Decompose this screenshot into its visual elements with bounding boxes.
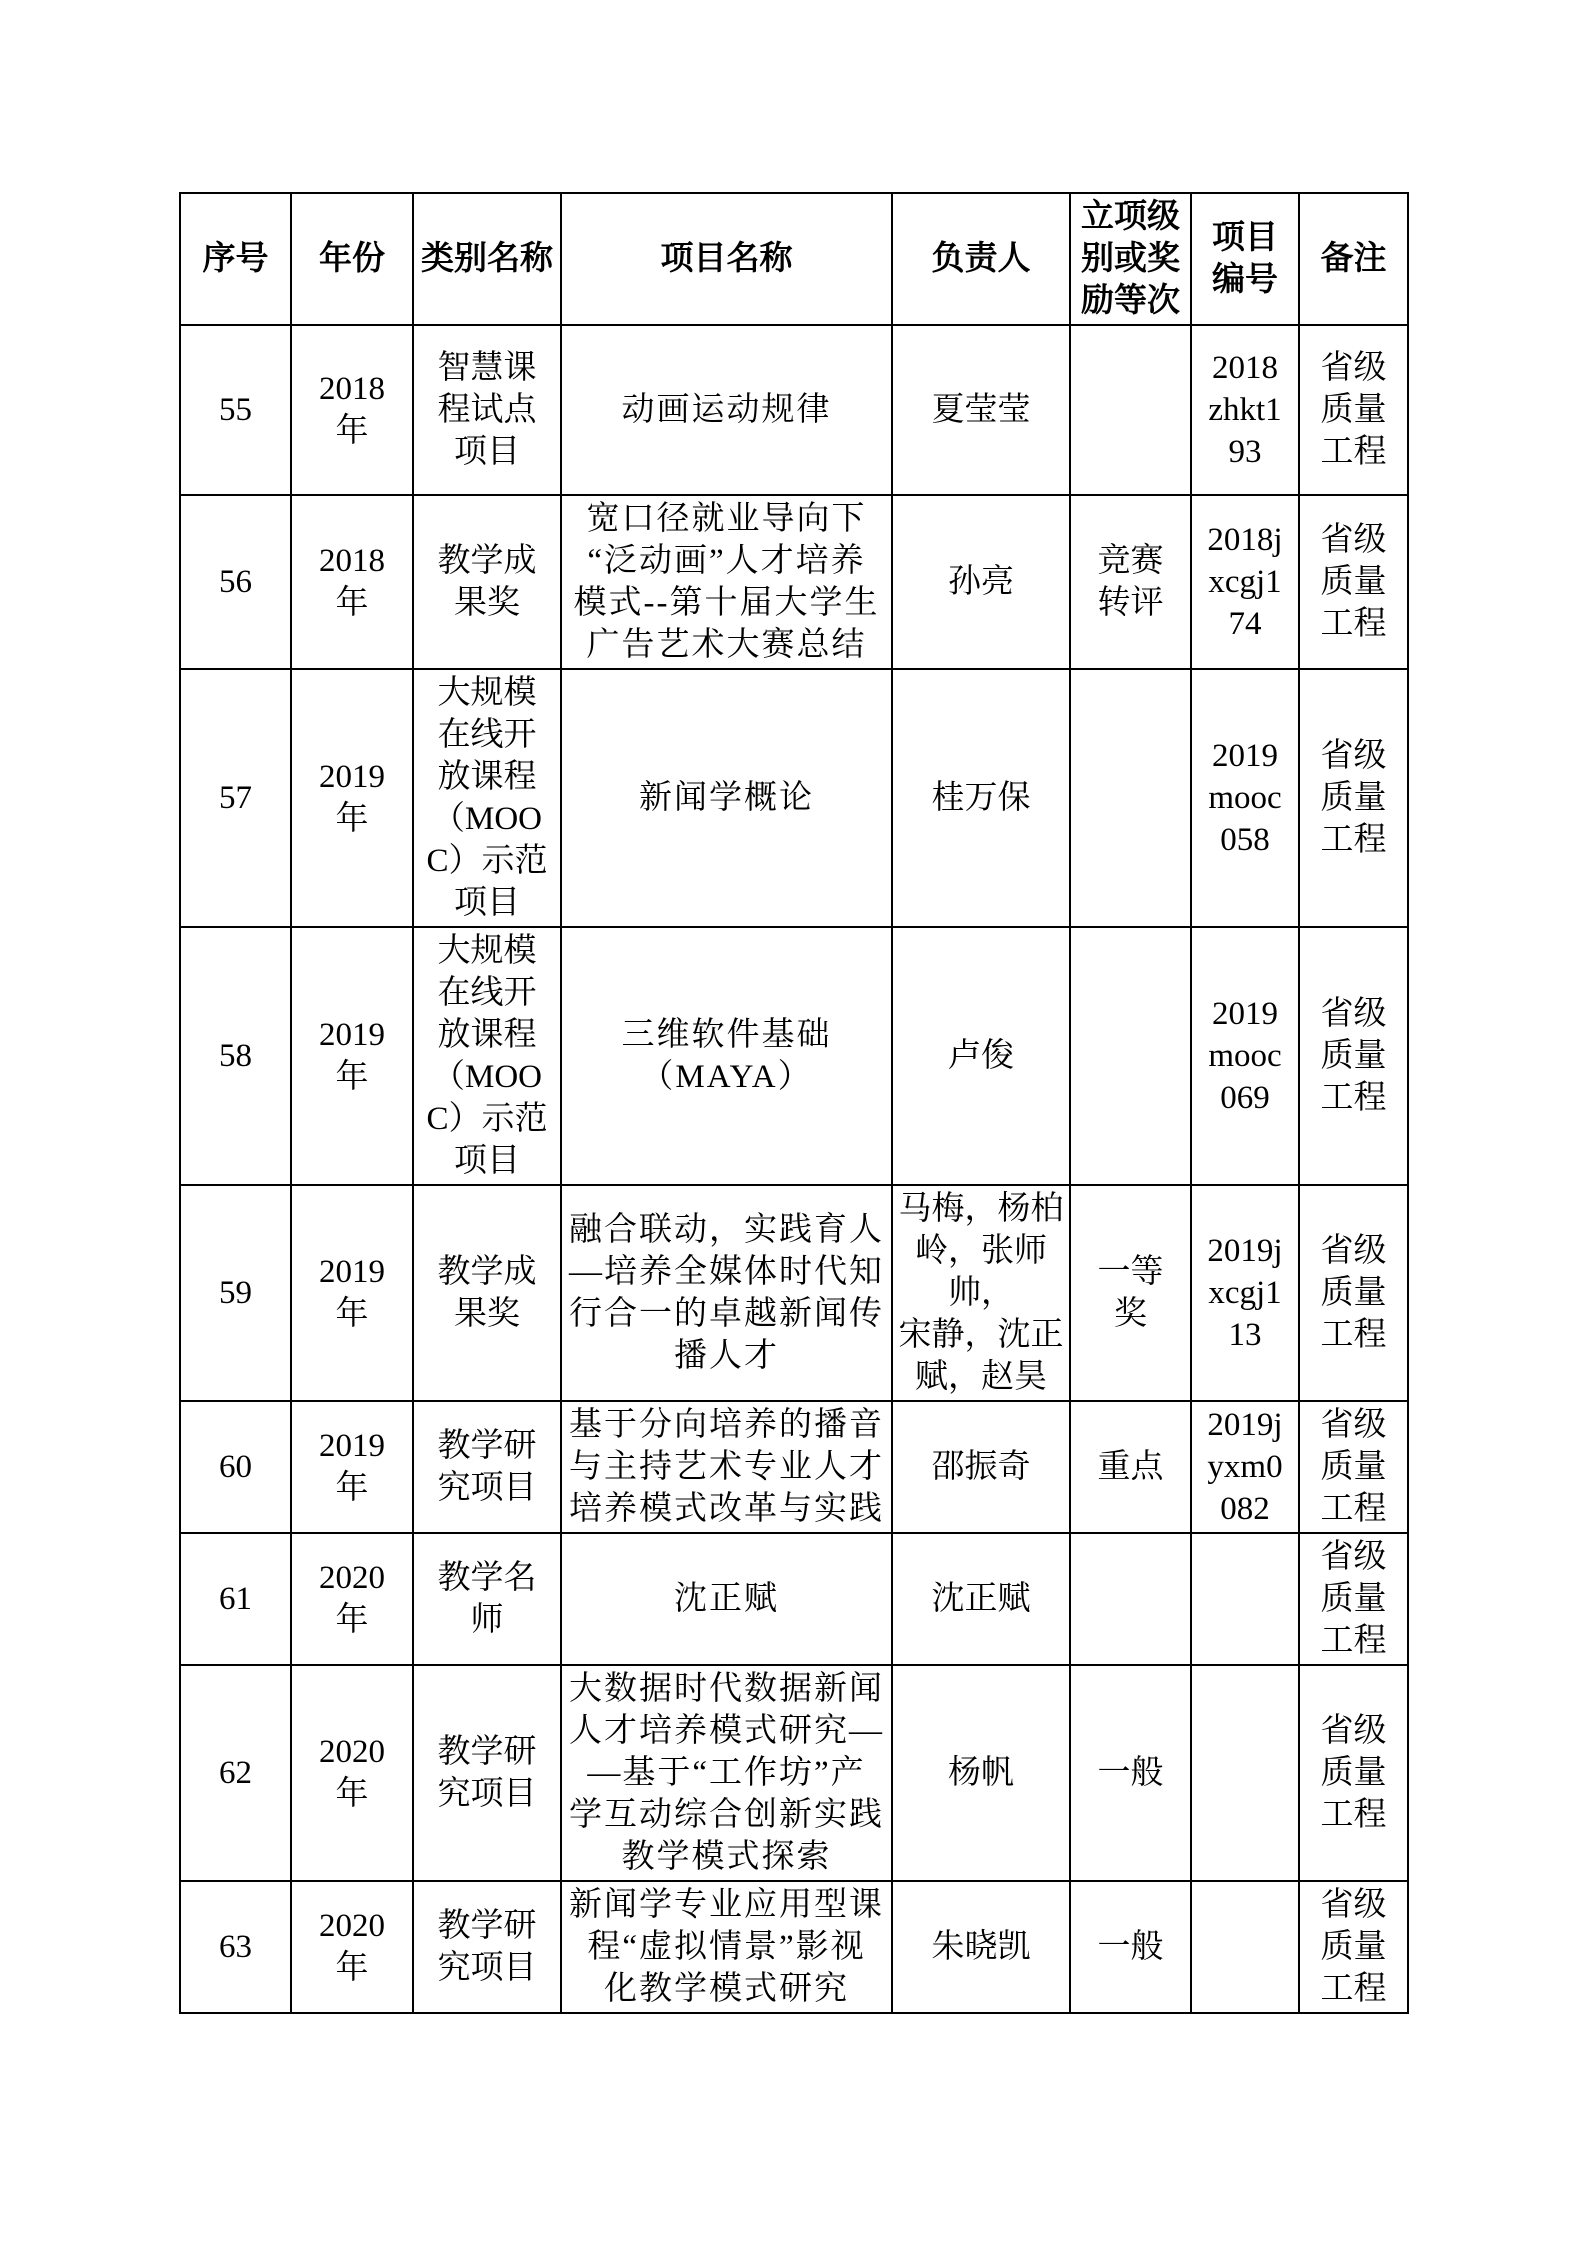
cell-year: 2019 年 xyxy=(291,669,413,927)
cell-level: 竞赛 转评 xyxy=(1070,495,1191,669)
cell-project: 三维软件基础 （MAYA） xyxy=(561,927,892,1185)
cell-category: 教学名 师 xyxy=(413,1533,561,1665)
table-row xyxy=(180,1401,1408,1533)
col-header-index: 序号 xyxy=(180,193,291,325)
cell-leader: 卢俊 xyxy=(892,927,1070,1185)
cell-index: 57 xyxy=(180,669,291,927)
cell-index: 61 xyxy=(180,1533,291,1665)
cell-category: 教学研 究项目 xyxy=(413,1881,561,2013)
cell-note: 省级 质量 工程 xyxy=(1299,1881,1408,2013)
cell-code: 2018 zhkt1 93 xyxy=(1191,325,1299,495)
cell-level xyxy=(1070,927,1191,1185)
cell-year: 2020 年 xyxy=(291,1665,413,1881)
cell-year: 2020 年 xyxy=(291,1881,413,2013)
cell-year: 2019 年 xyxy=(291,1185,413,1401)
cell-project: 新闻学概论 xyxy=(561,669,892,927)
cell-category: 教学成 果奖 xyxy=(413,1185,561,1401)
cell-leader: 邵振奇 xyxy=(892,1401,1070,1533)
cell-project: 融合联动，实践育人 —培养全媒体时代知 行合一的卓越新闻传 播人才 xyxy=(561,1185,892,1401)
col-header-leader: 负责人 xyxy=(892,193,1070,325)
col-header-note: 备注 xyxy=(1299,193,1408,325)
cell-project: 沈正赋 xyxy=(561,1533,892,1665)
table-row xyxy=(180,1185,1408,1401)
cell-leader: 桂万保 xyxy=(892,669,1070,927)
cell-leader: 孙亮 xyxy=(892,495,1070,669)
table-row xyxy=(180,495,1408,669)
cell-note: 省级 质量 工程 xyxy=(1299,927,1408,1185)
cell-category: 教学研 究项目 xyxy=(413,1401,561,1533)
cell-project: 基于分向培养的播音 与主持艺术专业人才 培养模式改革与实践 xyxy=(561,1401,892,1533)
cell-index: 62 xyxy=(180,1665,291,1881)
cell-year: 2020 年 xyxy=(291,1533,413,1665)
cell-level: 重点 xyxy=(1070,1401,1191,1533)
cell-category: 大规模 在线开 放课程 （MOO C）示范 项目 xyxy=(413,669,561,927)
table-row xyxy=(180,325,1408,495)
cell-index: 59 xyxy=(180,1185,291,1401)
cell-project: 新闻学专业应用型课 程“虚拟情景”影视 化教学模式研究 xyxy=(561,1881,892,2013)
cell-code: 2019 mooc 058 xyxy=(1191,669,1299,927)
cell-note: 省级 质量 工程 xyxy=(1299,1185,1408,1401)
cell-category: 智慧课 程试点 项目 xyxy=(413,325,561,495)
cell-project: 大数据时代数据新闻 人才培养模式研究— —基于“工作坊”产 学互动综合创新实践 教学模式探索 xyxy=(561,1665,892,1881)
col-header-level: 立项级 别或奖 励等次 xyxy=(1070,193,1191,325)
cell-code: 2018j xcgj1 74 xyxy=(1191,495,1299,669)
cell-note: 省级 质量 工程 xyxy=(1299,669,1408,927)
cell-code xyxy=(1191,1665,1299,1881)
cell-project: 动画运动规律 xyxy=(561,325,892,495)
cell-level: 一般 xyxy=(1070,1881,1191,2013)
cell-level xyxy=(1070,325,1191,495)
cell-year: 2018 年 xyxy=(291,495,413,669)
cell-code: 2019 mooc 069 xyxy=(1191,927,1299,1185)
cell-code xyxy=(1191,1533,1299,1665)
cell-index: 55 xyxy=(180,325,291,495)
cell-code: 2019j yxm0 082 xyxy=(1191,1401,1299,1533)
cell-year: 2019 年 xyxy=(291,927,413,1185)
cell-category: 大规模 在线开 放课程 （MOO C）示范 项目 xyxy=(413,927,561,1185)
cell-index: 63 xyxy=(180,1881,291,2013)
cell-year: 2019 年 xyxy=(291,1401,413,1533)
cell-index: 56 xyxy=(180,495,291,669)
cell-note: 省级 质量 工程 xyxy=(1299,1533,1408,1665)
cell-leader: 夏莹莹 xyxy=(892,325,1070,495)
cell-code xyxy=(1191,1881,1299,2013)
cell-note: 省级 质量 工程 xyxy=(1299,325,1408,495)
cell-index: 58 xyxy=(180,927,291,1185)
cell-leader: 马梅，杨柏 岭，张师 帅， 宋静，沈正 赋，赵昊 xyxy=(892,1185,1070,1401)
cell-leader: 沈正赋 xyxy=(892,1533,1070,1665)
cell-level xyxy=(1070,1533,1191,1665)
cell-category: 教学研 究项目 xyxy=(413,1665,561,1881)
cell-level: 一等 奖 xyxy=(1070,1185,1191,1401)
table-row xyxy=(180,927,1408,1185)
col-header-category: 类别名称 xyxy=(413,193,561,325)
cell-note: 省级 质量 工程 xyxy=(1299,1665,1408,1881)
table-row xyxy=(180,1665,1408,1881)
col-header-code: 项目 编号 xyxy=(1191,193,1299,325)
col-header-year: 年份 xyxy=(291,193,413,325)
table-header-row xyxy=(180,193,1408,325)
cell-code: 2019j xcgj1 13 xyxy=(1191,1185,1299,1401)
cell-leader: 杨帆 xyxy=(892,1665,1070,1881)
col-header-project: 项目名称 xyxy=(561,193,892,325)
projects-table xyxy=(179,192,1409,2014)
table-row xyxy=(180,1881,1408,2013)
cell-level xyxy=(1070,669,1191,927)
cell-category: 教学成 果奖 xyxy=(413,495,561,669)
cell-year: 2018 年 xyxy=(291,325,413,495)
cell-level: 一般 xyxy=(1070,1665,1191,1881)
table-row xyxy=(180,1533,1408,1665)
table-row xyxy=(180,669,1408,927)
cell-note: 省级 质量 工程 xyxy=(1299,495,1408,669)
cell-index: 60 xyxy=(180,1401,291,1533)
cell-leader: 朱晓凯 xyxy=(892,1881,1070,2013)
cell-note: 省级 质量 工程 xyxy=(1299,1401,1408,1533)
cell-project: 宽口径就业导向下 “泛动画”人才培养 模式--第十届大学生 广告艺术大赛总结 xyxy=(561,495,892,669)
